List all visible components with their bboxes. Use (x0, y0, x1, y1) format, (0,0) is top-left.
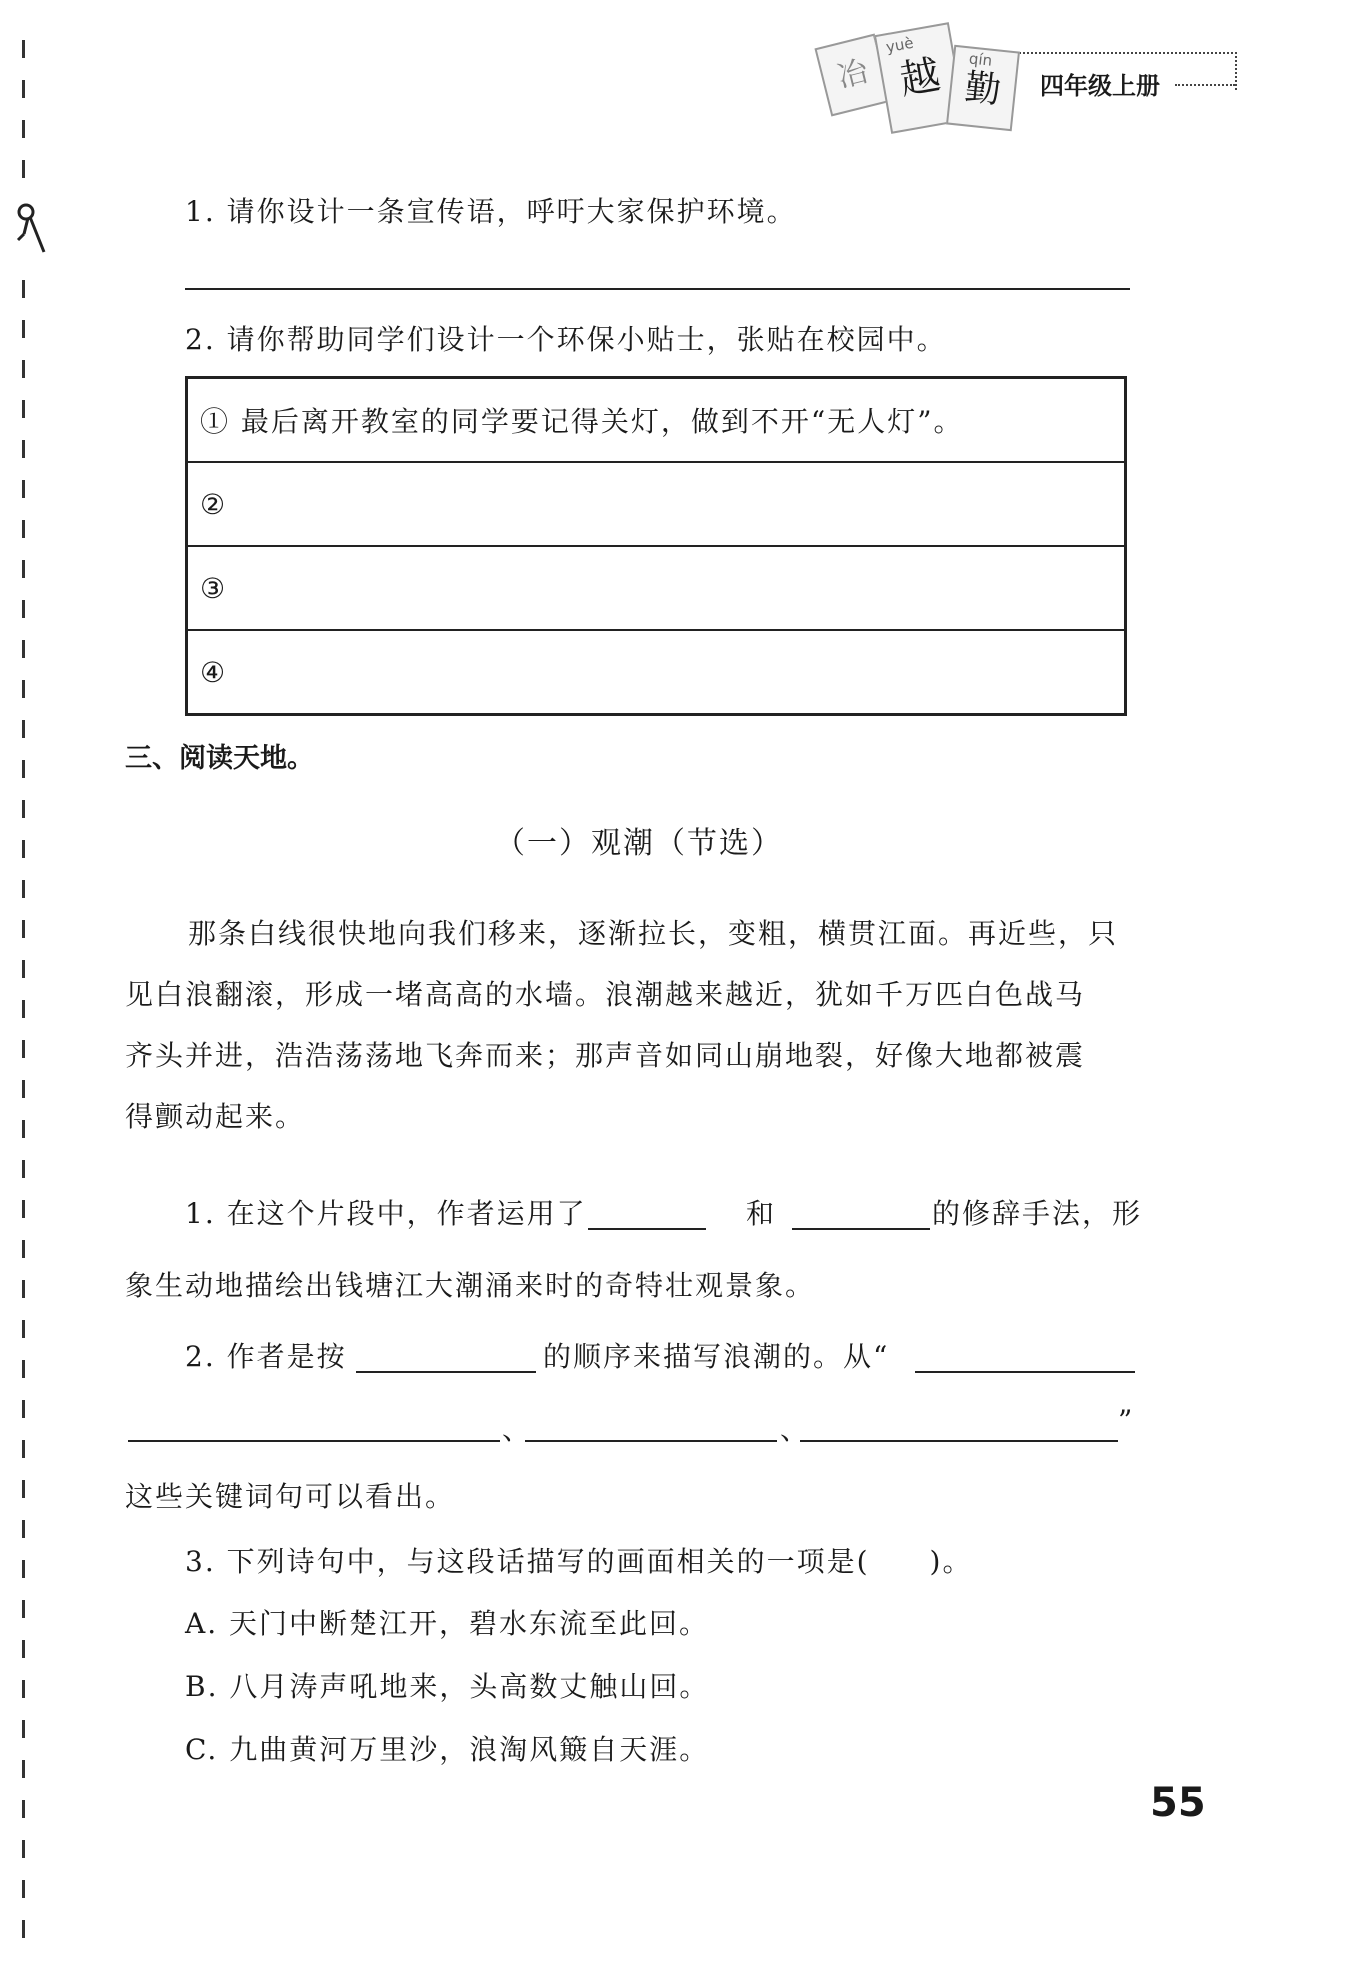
cut-line-dash (22, 1240, 25, 1258)
cut-line-dash (22, 800, 25, 818)
tip-row (187, 630, 1126, 715)
cut-line-dash (22, 640, 25, 658)
tip-row (187, 378, 1126, 463)
q2-part-a: 2. 作者是按 (185, 1340, 347, 1373)
cut-line-dash (22, 360, 25, 378)
q1-part-a: 1. 在这个片段中，作者运用了 (185, 1197, 587, 1230)
cut-line-dash (22, 1320, 25, 1338)
tip-row (187, 462, 1126, 546)
cut-line-dash (22, 1640, 25, 1658)
cut-line-dash (22, 1520, 25, 1538)
q3-option-c[interactable]: C. 九曲黄河万里沙，浪淘风簸自天涯。 (185, 1733, 710, 1766)
logo-pinyin-2: yuè (884, 33, 915, 57)
logo-pinyin-3: qín (968, 49, 994, 70)
question-tips: 2. 请你帮助同学们设计一个环保小贴士，张贴在校园中。 (185, 323, 947, 356)
passage-line-3: 齐头并进，浩浩荡荡地飞奔而来；那声音如同山崩地裂，好像大地都被震 (125, 1039, 1086, 1072)
cut-line-dash (22, 1800, 25, 1818)
cut-line-dash (22, 40, 25, 58)
logo-char-1: 冶 (834, 53, 872, 96)
cut-line-dash (22, 1120, 25, 1138)
cut-line-dash (22, 1000, 25, 1018)
cut-line-dash (22, 960, 25, 978)
cut-line-dash (22, 1680, 25, 1698)
cut-line-dash (22, 280, 25, 298)
cut-line-dash (22, 480, 25, 498)
cut-line-dash (22, 600, 25, 618)
cut-line-dash (22, 1440, 25, 1458)
cut-line-dash (22, 1080, 25, 1098)
cut-line-dash (22, 1880, 25, 1898)
cut-line-dash (22, 1160, 25, 1178)
cut-line-dash (22, 1560, 25, 1578)
tip-row (187, 546, 1126, 630)
q1-line-2: 象生动地描绘出钱塘江大潮涌来时的奇特壮观景象。 (125, 1269, 816, 1302)
q1-blank-1[interactable] (588, 1228, 706, 1230)
answer-line-slogan (185, 288, 1130, 290)
q2-blank-quote-2[interactable] (128, 1440, 500, 1442)
q3-option-a[interactable]: A. 天门中断楚江开，碧水东流至此回。 (185, 1607, 710, 1640)
cut-line-dash (22, 880, 25, 898)
passage-line-4: 得颤动起来。 (125, 1100, 306, 1133)
q2-blank-quote-4[interactable] (800, 1440, 1118, 1442)
tip-cell-1: ① 最后离开教室的同学要记得关灯，做到不开“无人灯”。 (200, 405, 964, 438)
q3-option-b[interactable]: B. 八月涛声吼地来，头高数丈触山回。 (185, 1670, 710, 1703)
cut-line-dash (22, 160, 25, 178)
cut-line-dash (22, 1200, 25, 1218)
q1-part-b: 和 (746, 1197, 777, 1230)
cut-line-dash (22, 1920, 25, 1938)
q1-part-c: 的修辞手法，形 (932, 1197, 1143, 1230)
q1-blank-2[interactable] (792, 1228, 930, 1230)
cut-line-dash (22, 720, 25, 738)
passage-line-1: 那条白线很快地向我们移来，逐渐拉长，变粗，横贯江面。再近些，只 (188, 917, 1119, 950)
header-underline (1175, 84, 1235, 86)
cut-line-dash (22, 840, 25, 858)
q2-blank-quote-1[interactable] (915, 1371, 1135, 1373)
tips-table (185, 376, 1127, 716)
q2-part-b: 的顺序来描写浪潮的。从“ (543, 1340, 890, 1373)
cut-line-dash (22, 1400, 25, 1418)
cut-line-dash (22, 320, 25, 338)
cut-line-dash (22, 440, 25, 458)
logo-char-3: 勤 (962, 67, 1003, 112)
cut-line-dash (22, 400, 25, 418)
q2-blank-quote-3[interactable] (525, 1440, 777, 1442)
tip-cell-4: ④ (187, 630, 1126, 715)
section-title: 三、阅读天地。 (125, 743, 314, 774)
logo-card-3 (946, 45, 1020, 131)
tip-cell-3: ③ (187, 546, 1126, 630)
cut-line-dash (22, 1840, 25, 1858)
grade-label: 四年级上册 (1040, 72, 1160, 100)
q2-separator-2: 、 (780, 1413, 811, 1446)
page-number: 55 (1150, 1780, 1206, 1826)
passage-line-2: 见白浪翻滚，形成一堵高高的水墙。浪潮越来越近，犹如千万匹白色战马 (125, 978, 1086, 1011)
cut-line-dash (22, 120, 25, 138)
passage-title: （一）观潮（节选） (495, 826, 783, 861)
q3-question: 3. 下列诗句中，与这段话描写的画面相关的一项是( )。 (185, 1545, 973, 1578)
logo-char-2: 越 (896, 51, 944, 105)
cut-line-dash (22, 760, 25, 778)
cut-line-dash (22, 920, 25, 938)
cut-line-dash (22, 1360, 25, 1378)
cut-line-dash (22, 680, 25, 698)
cut-line-dash (22, 560, 25, 578)
cut-line-dash (22, 520, 25, 538)
q2-close-quote: ” (1118, 1404, 1135, 1437)
cut-line-dash (22, 1720, 25, 1738)
cut-line-dash (22, 1480, 25, 1498)
cut-line-dash (22, 80, 25, 98)
cut-line-dash (22, 1280, 25, 1298)
scissors-icon (14, 200, 48, 260)
cut-line-dash (22, 1600, 25, 1618)
q2-blank-order[interactable] (356, 1371, 536, 1373)
tip-cell-2: ② (187, 462, 1126, 546)
q2-line-3: 这些关键词句可以看出。 (125, 1480, 456, 1513)
cut-line-dash (22, 1760, 25, 1778)
q2-separator-1: 、 (502, 1413, 533, 1446)
question-slogan: 1. 请你设计一条宣传语，呼吁大家保护环境。 (185, 195, 797, 228)
cut-line-dash (22, 1040, 25, 1058)
